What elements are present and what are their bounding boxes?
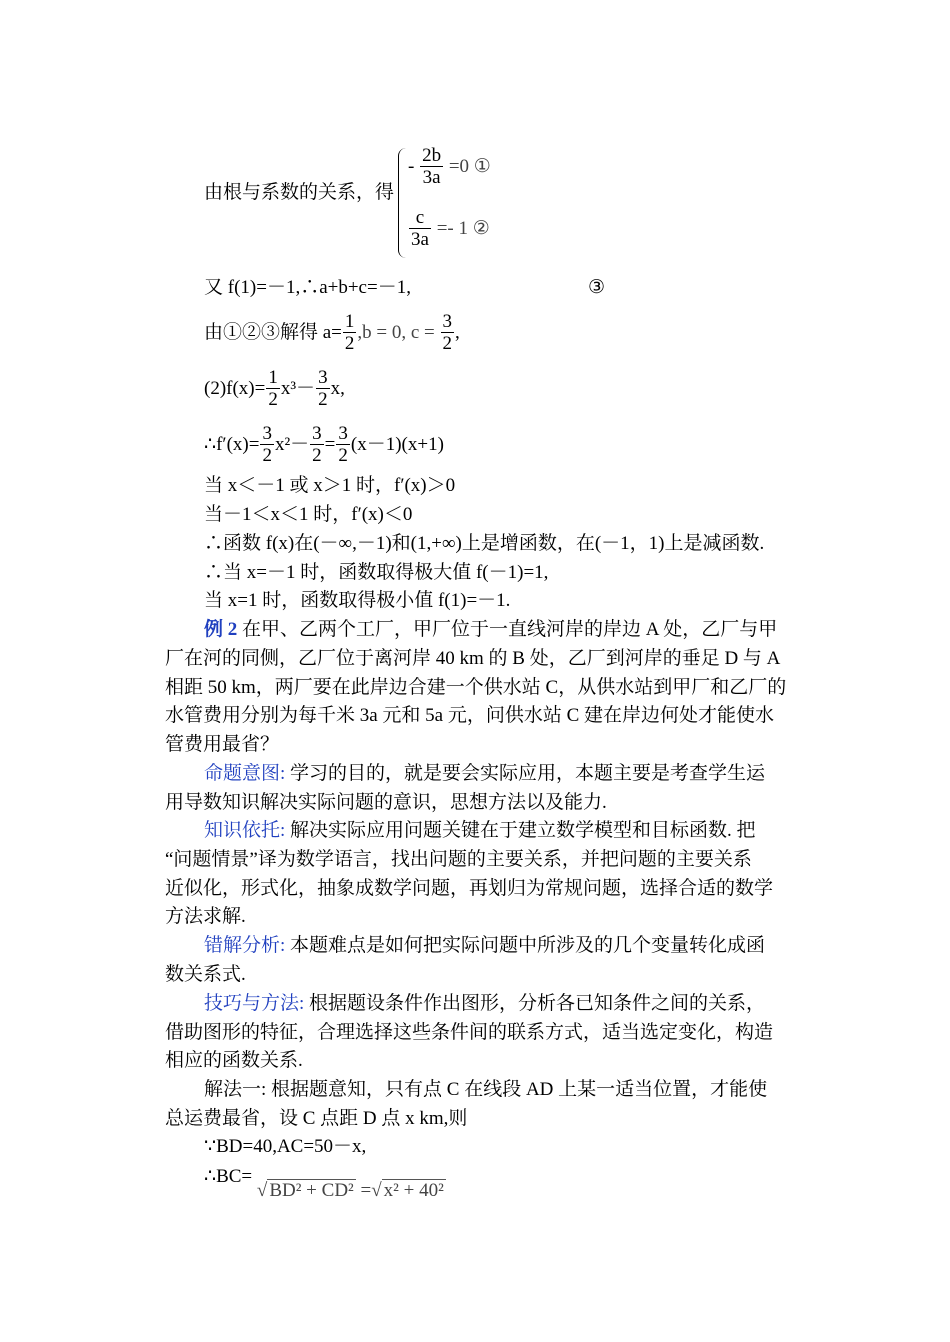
basis-text-1: 解决实际应用问题关键在于建立数学模型和目标函数. 把 [285,820,756,841]
frac-den: 2 [344,333,355,354]
deriv-mid-1: x²－ [274,433,310,455]
method-line-3: 相应的函数关系. [165,1050,303,1071]
method-line-2: 借助图形的特征，合理选择这些条件间的联系方式，适当选定变化，构造 [165,1022,774,1043]
solve-end: , [455,321,460,343]
line-decreasing-cond: 当－1＜x＜1 时，f′(x)＜0 [204,504,413,525]
fx-frac-2 [316,368,330,411]
solve-frac-a [343,312,357,355]
frac-num: 3 [318,367,328,388]
frac-den: 2 [338,445,348,466]
eq2-numerator: c [415,207,425,228]
fx-end: x, [330,377,345,399]
basis-label: 知识依托: [204,820,286,841]
line-f1: 又 f(1)=－1,∴a+b+c=－1, [204,277,411,298]
equation-1 [408,146,491,189]
frac-num: 3 [262,423,272,444]
frac-num: 1 [268,367,278,388]
intent-line-2: 用导数知识解决实际问题的意识，思想方法以及能力. [165,792,607,813]
error-line-1 [204,935,765,957]
example2-label: 例 2 [204,619,238,640]
sqrt-icon: √ [256,1180,268,1201]
frac-den: 2 [268,389,278,410]
solution-line-3: ∵BD=40,AC=50－x, [204,1136,367,1157]
intent-text-1: 学习的目的，就是要会实际应用，本题主要是考查学生运 [285,763,766,784]
example2-line-5: 管费用最省？ [165,734,280,755]
frac-num: 3 [442,311,453,332]
eq2-rhs: =- 1 [436,217,468,239]
equation-2 [408,208,490,251]
method-text-1: 根据题设条件作出图形，分析各已知条件之间的关系， [304,993,766,1014]
solution-line-2: 总运费最省，设 C 点距 D 点 x km,则 [165,1108,468,1129]
basis-line-4: 方法求解. [165,906,246,927]
basis-line-2: “问题情景”译为数学语言，找出问题的主要关系，并把问题的主要关系 [165,849,752,870]
system-lead: 由根与系数的关系，得 [204,182,395,203]
deriv-frac-3 [336,424,350,467]
solution-line-4 [204,1165,446,1201]
frac-num: 1 [344,311,355,332]
example2-line-1 [204,619,777,641]
error-text-1: 本题难点是如何把实际问题中所涉及的几个变量转化成函 [285,935,766,956]
bc-root-2: x² + 40² [383,1180,444,1201]
deriv-end: (x－1)(x+1) [350,433,444,455]
intent-label: 命题意图: [204,763,286,784]
eq1-numerator: 2b [422,145,442,166]
line-fx [204,368,345,411]
line-monotonic: ∴函数 f(x)在(－∞,－1)和(1,+∞)上是增函数，在(－1，1)上是减函数. [204,533,765,554]
bc-prefix: ∴BC= [204,1166,253,1187]
example2-text-1: 在甲、乙两个工厂，甲厂位于一直线河岸的岸边 A 处，乙厂与甲 [237,619,778,640]
deriv-mid-2: = [324,433,336,455]
bc-equals: = [360,1180,372,1201]
example2-line-4: 水管费用分别为每千米 3a 元和 5a 元，问供水站 C 建在岸边何处才能使水 [165,705,775,726]
basis-line-3: 近似化，形式化，抽象成数学问题，再划归为常规问题，选择合适的数学 [165,878,774,899]
frac-den: 2 [442,333,453,354]
eq1-minus: - [408,155,415,177]
deriv-prefix: ∴f′(x)= [204,433,260,455]
deriv-frac-1 [260,424,274,467]
error-label: 错解分析: [204,935,286,956]
frac-den: 2 [318,389,328,410]
line-min: 当 x=1 时，函数取得极小值 f(1)=－1. [204,590,511,611]
example2-line-2: 厂在河的同侧，乙厂位于离河岸 40 km 的 B 处，乙厂到河岸的垂足 D 与 A [165,648,781,669]
eq1-denominator: 3a [420,166,443,189]
intent-line-1 [204,763,765,785]
line-max: ∴当 x=－1 时，函数取得极大值 f(－1)=1, [204,562,549,583]
line-derivative [204,424,444,467]
solution-line-1: 解法一: 根据题意知，只有点 C 在线段 AD 上某一适当位置，才能使 [204,1079,768,1100]
eq1-mark: ① [473,155,491,177]
frac-den: 2 [312,445,322,466]
line-increasing-cond: 当 x＜－1 或 x＞1 时，f′(x)＞0 [204,475,456,496]
eq1-rhs: =0 [448,155,470,177]
fx-mid: x³－ [280,377,316,399]
line-f1-mark: ③ [588,277,606,298]
fx-frac-1 [266,368,280,411]
solve-frac-c [441,312,455,355]
error-line-2: 数关系式. [165,964,246,985]
deriv-frac-2 [310,424,324,467]
eq2-fraction [409,208,431,251]
line-solve [204,312,460,355]
frac-num: 3 [312,423,322,444]
eq2-denominator: 3a [411,229,429,250]
method-line-1 [204,993,765,1015]
solve-prefix: 由①②③解得 a= [204,321,342,343]
fx-prefix: (2)f(x)= [204,377,266,399]
basis-line-1 [204,820,756,842]
solve-mid: ,b = 0, c = [357,321,440,343]
sqrt-icon: √ [371,1180,382,1201]
bc-root-1: BD² + CD² [269,1180,354,1201]
frac-num: 3 [338,423,348,444]
eq1-fraction [420,146,443,189]
frac-den: 2 [262,445,272,466]
method-label: 技巧与方法: [204,993,305,1014]
eq2-mark: ② [472,217,490,239]
example2-line-3: 相距 50 km，两厂要在此岸边合建一个供水站 C，从供水站到甲厂和乙厂的 [165,677,787,698]
